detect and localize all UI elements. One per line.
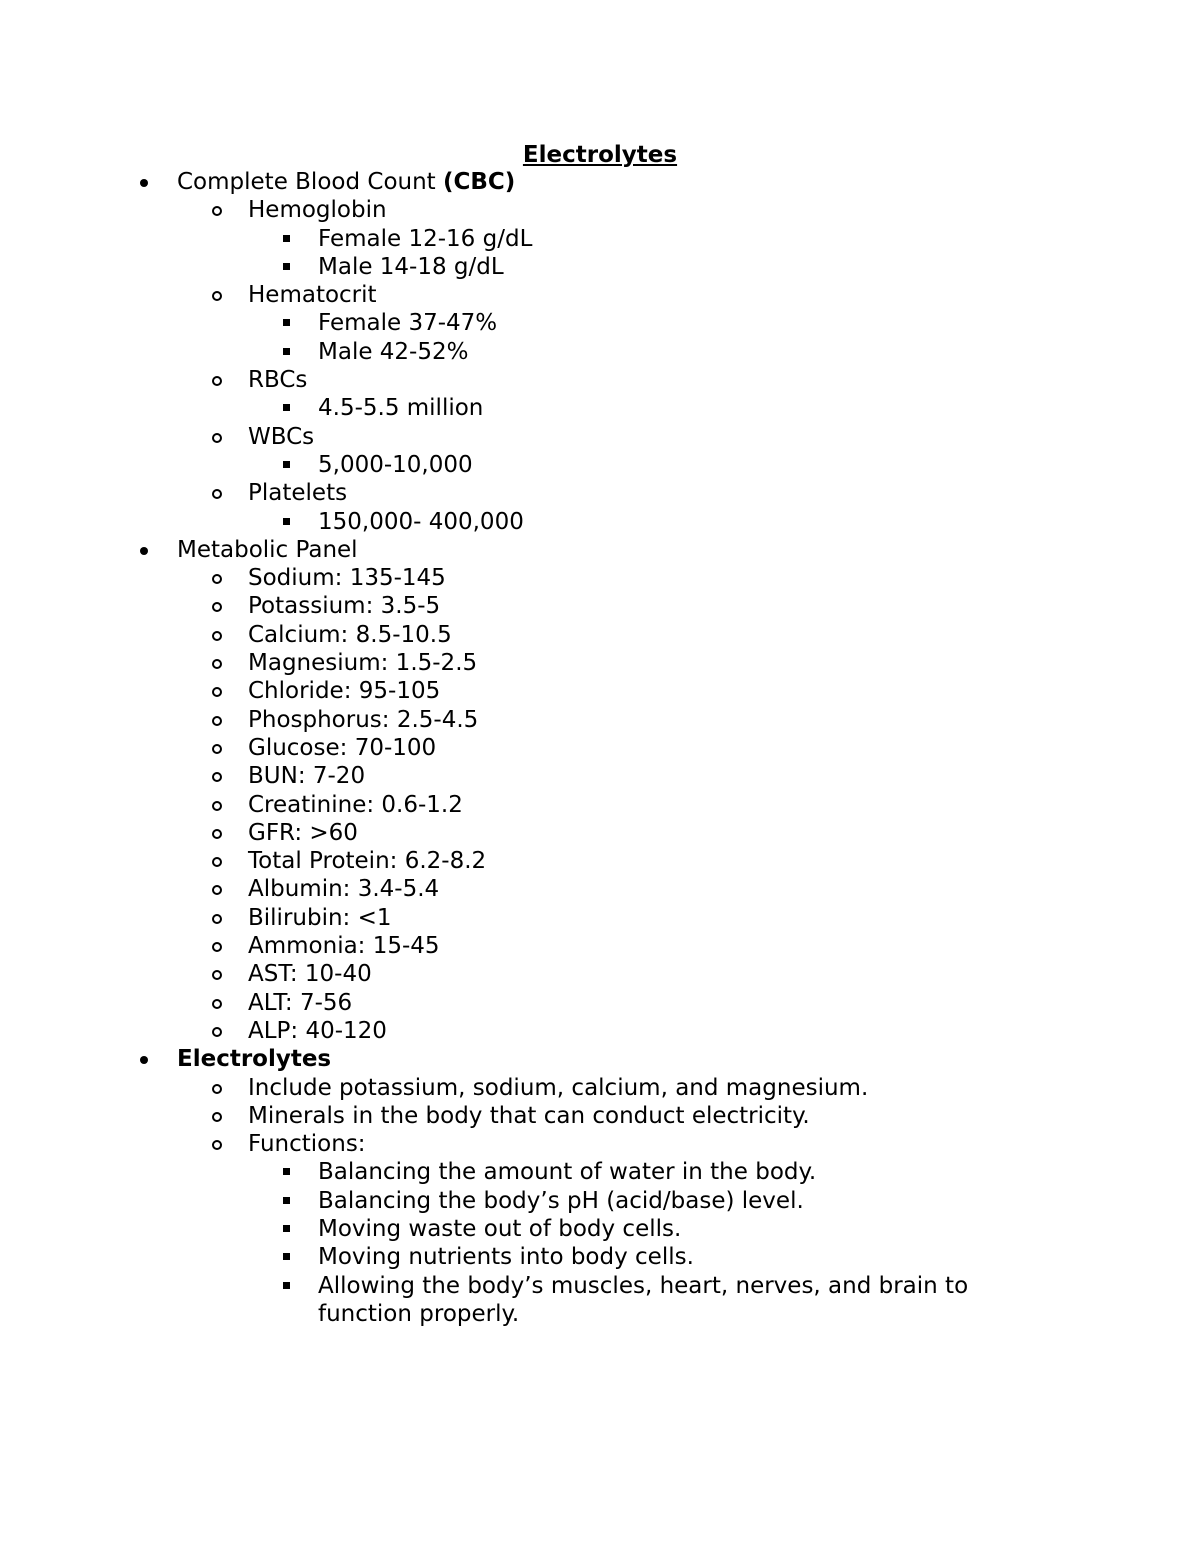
list-item-metabolic [0,932,1200,960]
list-item-metabolic [0,791,1200,819]
circle-bullet-icon [212,1140,222,1150]
square-bullet-icon [283,348,290,355]
platelets-label: Platelets [248,480,348,507]
list-item-platelets-value [0,508,1200,536]
circle-bullet-icon [212,885,222,895]
functions-label: Functions: [248,1131,366,1158]
metabolic-item-text: Potassium: 3.5-5 [248,593,441,620]
list-item-metabolic [0,621,1200,649]
circle-bullet-icon [212,687,222,697]
circle-bullet-icon [212,631,222,641]
list-item-hct-male [0,338,1200,366]
metabolic-item-text: Ammonia: 15-45 [248,933,440,960]
list-item-metabolic [0,649,1200,677]
function-item-cont-text: function properly. [318,1300,520,1327]
list-item-metabolic [0,989,1200,1017]
list-item-hematocrit [0,281,1200,309]
metabolic-item-text: AST: 10-40 [248,961,372,988]
disc-bullet-icon [140,1056,148,1064]
wbcs-value-text: 5,000-10,000 [318,451,473,478]
metabolic-item-text: Sodium: 135-145 [248,565,446,592]
circle-bullet-icon [212,1084,222,1094]
metabolic-item-text: Magnesium: 1.5-2.5 [248,650,478,677]
metabolic-item-text: Total Protein: 6.2-8.2 [248,848,487,875]
circle-bullet-icon [212,999,222,1009]
list-item-function [0,1187,1200,1215]
document-body [0,168,1200,1328]
list-item-metabolic [0,762,1200,790]
hct-male-text: Male 42-52% [318,338,469,365]
list-item-electrolytes [0,1045,1200,1073]
minerals-text: Minerals in the body that can conduct electricity. [248,1102,810,1129]
list-item-metabolic [0,960,1200,988]
list-item-metabolic [0,677,1200,705]
list-item-function [0,1243,1200,1271]
square-bullet-icon [283,461,290,468]
metabolic-item-text: Creatinine: 0.6-1.2 [248,791,463,818]
circle-bullet-icon [212,772,222,782]
metabolic-item-text: ALT: 7-56 [248,989,353,1016]
list-item-hct-female [0,309,1200,337]
metabolic-panel-label: Metabolic Panel [177,536,358,563]
metabolic-item-text: ALP: 40-120 [248,1017,387,1044]
square-bullet-icon [283,518,290,525]
circle-bullet-icon [212,970,222,980]
square-bullet-icon [283,404,290,411]
metabolic-item-text: Albumin: 3.4-5.4 [248,876,440,903]
circle-bullet-icon [212,376,222,386]
list-item-metabolic-panel [0,536,1200,564]
circle-bullet-icon [212,574,222,584]
metabolic-item-text: GFR: >60 [248,819,358,846]
list-item-metabolic [0,706,1200,734]
list-item-rbcs-value [0,394,1200,422]
list-item-include [0,1074,1200,1102]
circle-bullet-icon [212,829,222,839]
circle-bullet-icon [212,291,222,301]
cbc-label: Complete Blood Count [177,169,443,195]
circle-bullet-icon [212,1112,222,1122]
hgb-female-text: Female 12-16 g/dL [318,225,533,252]
function-item-text: Moving nutrients into body cells. [318,1244,694,1271]
square-bullet-icon [283,1225,290,1232]
list-item-hgb-female [0,225,1200,253]
square-bullet-icon [283,1282,290,1289]
circle-bullet-icon [212,433,222,443]
square-bullet-icon [283,235,290,242]
function-item-text: Balancing the body’s pH (acid/base) level. [318,1187,804,1214]
function-item-text: Moving waste out of body cells. [318,1215,682,1242]
circle-bullet-icon [212,914,222,924]
square-bullet-icon [283,319,290,326]
circle-bullet-icon [212,744,222,754]
cbc-abbrev: (CBC) [443,169,516,195]
square-bullet-icon [283,1168,290,1175]
hct-female-text: Female 37-47% [318,310,498,337]
hemoglobin-label: Hemoglobin [248,197,387,224]
function-item-text: Allowing the body’s muscles, heart, nerves, and brain to [318,1272,969,1299]
metabolic-item-text: Bilirubin: <1 [248,904,392,931]
list-item-rbcs [0,366,1200,394]
list-item-hemoglobin [0,196,1200,224]
list-item-function-continuation [0,1300,1200,1328]
circle-bullet-icon [212,716,222,726]
circle-bullet-icon [212,942,222,952]
disc-bullet-icon [140,179,148,187]
metabolic-item-text: Chloride: 95-105 [248,678,441,705]
list-item-metabolic [0,847,1200,875]
metabolic-item-text: BUN: 7-20 [248,763,366,790]
square-bullet-icon [283,1253,290,1260]
list-item-cbc [0,168,1200,196]
metabolic-item-text: Glucose: 70-100 [248,734,437,761]
metabolic-item-text: Phosphorus: 2.5-4.5 [248,706,479,733]
rbcs-value-text: 4.5-5.5 million [318,395,484,422]
list-item-hgb-male [0,253,1200,281]
list-item-metabolic [0,564,1200,592]
list-item-function [0,1272,1200,1300]
electrolytes-label: Electrolytes [177,1046,332,1073]
include-text: Include potassium, sodium, calcium, and magnesium. [248,1074,869,1101]
wbcs-label: WBCs [248,423,315,450]
list-item-metabolic [0,875,1200,903]
page-title: Electrolytes [522,142,678,168]
square-bullet-icon [283,1197,290,1204]
circle-bullet-icon [212,206,222,216]
disc-bullet-icon [140,547,148,555]
list-item-metabolic [0,734,1200,762]
hgb-male-text: Male 14-18 g/dL [318,253,504,280]
circle-bullet-icon [212,857,222,867]
square-bullet-icon [283,263,290,270]
metabolic-item-text: Calcium: 8.5-10.5 [248,621,452,648]
rbcs-label: RBCs [248,367,308,394]
list-item-function [0,1215,1200,1243]
list-item-function [0,1158,1200,1186]
list-item-wbcs [0,423,1200,451]
circle-bullet-icon [212,801,222,811]
platelets-value-text: 150,000- 400,000 [318,508,524,535]
list-item-metabolic [0,1017,1200,1045]
hematocrit-label: Hematocrit [248,282,377,309]
circle-bullet-icon [212,602,222,612]
list-item-metabolic [0,904,1200,932]
circle-bullet-icon [212,659,222,669]
list-item-wbcs-value [0,451,1200,479]
list-item-minerals [0,1102,1200,1130]
list-item-metabolic [0,819,1200,847]
list-item-metabolic [0,592,1200,620]
circle-bullet-icon [212,1027,222,1037]
list-item-functions [0,1130,1200,1158]
circle-bullet-icon [212,489,222,499]
function-item-text: Balancing the amount of water in the body. [318,1159,817,1186]
list-item-platelets [0,479,1200,507]
